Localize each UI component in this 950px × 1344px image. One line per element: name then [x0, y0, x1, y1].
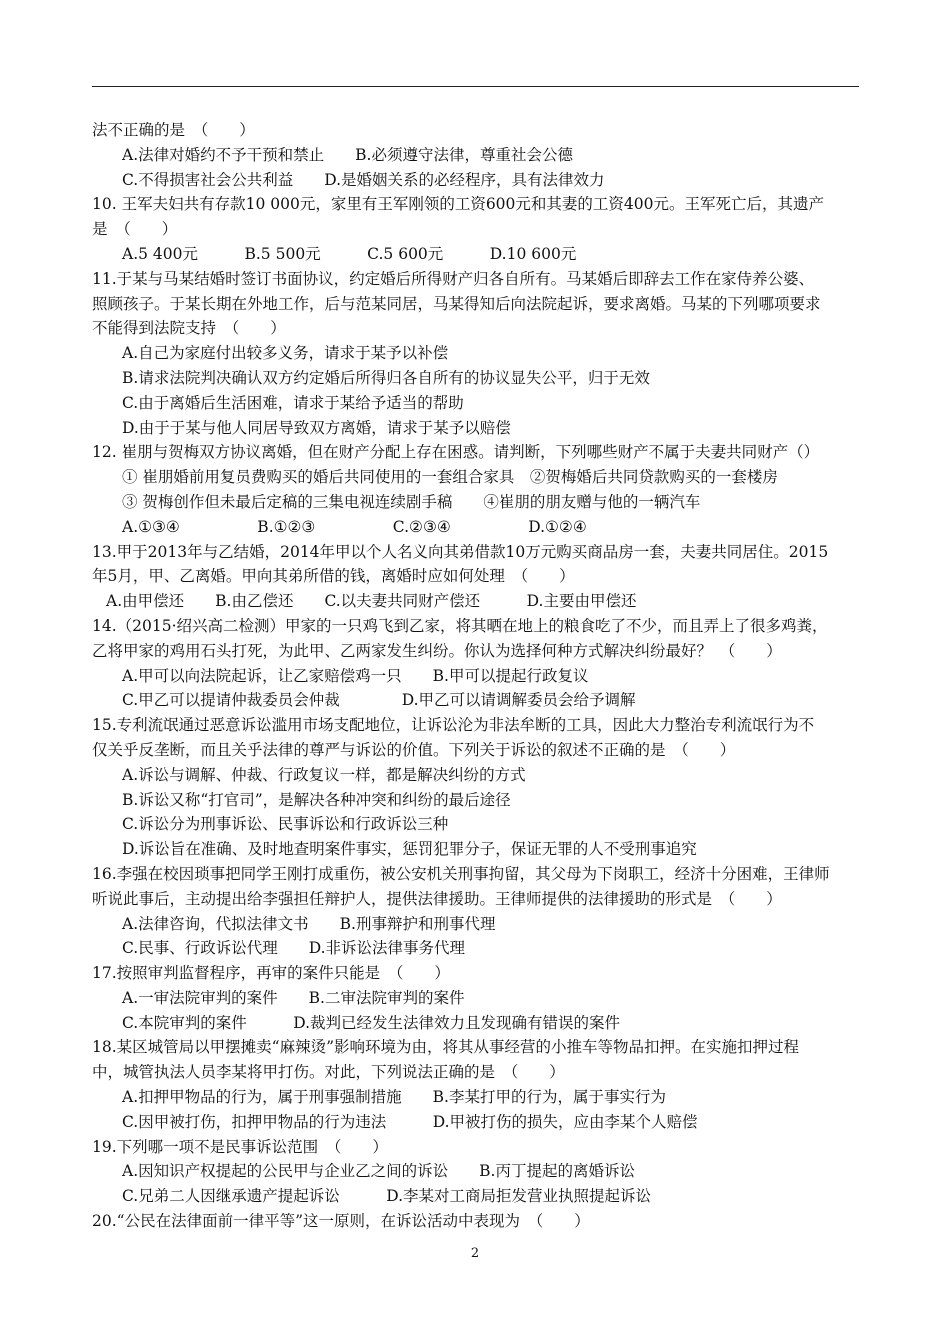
- text-line: ③ 贺梅创作但未最后定稿的三集电视连续剧手稿 ④崔朋的朋友赠与他的一辆汽车: [122, 492, 701, 511]
- text-line: 18.某区城管局以甲摆摊卖“麻辣烫”影响环境为由，将其从事经营的小推车等物品扣押。在实施扣押过程: [92, 1038, 800, 1057]
- text-line: ① 崔朋婚前用复员费购买的婚后共同使用的一套组合家具 ②贺梅婚后共同贷款购买的一套楼房: [122, 468, 778, 487]
- text-line: A.诉讼与调解、仲裁、行政复议一样，都是解决纠纷的方式: [122, 765, 526, 784]
- text-line: A.一审法院审判的案件 B.二审法院审判的案件: [122, 988, 465, 1007]
- text-line: C.兄弟二人因继承遗产提起诉讼 D.李某对工商局拒发营业执照提起诉讼: [122, 1187, 652, 1206]
- text-line: 14.（2015·绍兴高二检测）甲家的一只鸡飞到乙家，将其晒在地上的粮食吃了不少，而且弄上了很多鸡粪，: [92, 616, 828, 635]
- text-line: D.诉讼旨在准确、及时地查明案件事实，惩罚犯罪分子，保证无罪的人不受刑事追究: [122, 840, 697, 859]
- text-line: C.不得损害社会公共利益 D.是婚姻关系的必经程序，具有法律效力: [122, 170, 605, 189]
- text-line: B.诉讼又称“打官司”，是解决各种冲突和纠纷的最后途径: [122, 790, 511, 809]
- text-line: 仅关乎反垄断，而且关乎法律的尊严与诉讼的价值。下列关于诉讼的叙述不正确的是 （ ）: [92, 740, 736, 759]
- text-line: A.由甲偿还 B.由乙偿还 C.以夫妻共同财产偿还 D.主要由甲偿还: [106, 592, 637, 611]
- text-line: C.甲乙可以提请仲裁委员会仲裁 D.甲乙可以请调解委员会给予调解: [122, 691, 636, 710]
- header-rule: [92, 86, 859, 87]
- text-line: 13.甲于2013年与乙结婚，2014年甲以个人名义向其弟借款10万元购买商品房一套，夫妻共同居住。2015: [92, 542, 829, 561]
- text-line: 15.专利流氓通过恶意诉讼滥用市场支配地位，让诉讼沦为非法牟断的工具，因此大力整治专利流氓行为不: [92, 716, 815, 735]
- text-line: 乙将甲家的鸡用石头打死，为此甲、乙两家发生纠纷。你认为选择何种方式解决纠纷最好？ （ ）: [92, 641, 782, 660]
- text-line: 法不正确的是 （ ）: [92, 121, 255, 139]
- text-line: 16.李强在校因琐事把同学王刚打成重伤，被公安机关刑事拘留，其父母为下岗职工，经济十分困难，王律师: [92, 864, 830, 883]
- text-line: A.扣押甲物品的行为，属于刑事强制措施 B.李某打甲的行为，属于事实行为: [122, 1088, 666, 1107]
- text-line: A.法律对婚约不予干预和禁止 B.必须遵守法律，尊重社会公德: [122, 145, 573, 164]
- text-line: C.民事、行政诉讼代理 D.非诉讼法律事务代理: [122, 939, 466, 958]
- text-line: A.5 400元 B.5 500元 C.5 600元 D.10 600元: [122, 244, 577, 263]
- text-line: A.自己为家庭付出较多义务，请求于某予以补偿: [122, 344, 449, 363]
- text-line: B.请求法院判决确认双方约定婚后所得归各自所有的协议显失公平，归于无效: [122, 368, 650, 387]
- text-line: 12. 崔朋与贺梅双方协议离婚，但在财产分配上存在困惑。请判断，下列哪些财产不属于夫妻共同财产（）: [92, 443, 820, 462]
- text-line: 19.下列哪一项不是民事诉讼范围 （ ）: [92, 1137, 388, 1156]
- document-body: [92, 118, 862, 1234]
- text-line: C.因甲被打伤，扣押甲物品的行为违法 D.甲被打伤的损失，应由李某个人赔偿: [122, 1112, 698, 1131]
- text-line: C.本院审判的案件 D.裁判已经发生法律效力且发现确有错误的案件: [122, 1013, 621, 1032]
- page-number: 2: [470, 1246, 480, 1261]
- text-line: 10. 王军夫妇共有存款10 000元，家里有王军刚领的工资600元和其妻的工资400元。王军死亡后，其遗产: [92, 195, 824, 214]
- text-line: A.法律咨询，代拟法律文书 B.刑事辩护和刑事代理: [122, 914, 496, 933]
- text-line: D.由于于某与他人同居导致双方离婚，请求于某予以赔偿: [122, 418, 511, 437]
- text-line: 年5月，甲、乙离婚。甲向其弟所借的钱，离婚时应如何处理 （ ）: [92, 567, 575, 586]
- text-line: 不能得到法院支持 （ ）: [92, 319, 286, 338]
- text-line: 是 （ ）: [92, 220, 178, 239]
- text-line: A.甲可以向法院起诉，让乙家赔偿鸡一只 B.甲可以提起行政复议: [122, 666, 589, 685]
- text-line: 11.于某与马某结婚时签订书面协议，约定婚后所得财产归各自所有。马某婚后即辞去工作在家侍养公婆、: [92, 269, 815, 288]
- text-line: A.因知识产权提起的公民甲与企业乙之间的诉讼 B.丙丁提起的离婚诉讼: [122, 1162, 635, 1181]
- text-line: 听说此事后，主动提出给李强担任辩护人，提供法律援助。王律师提供的法律援助的形式是 （ ）: [92, 889, 782, 908]
- text-line: C.由于离婚后生活困难，请求于某给予适当的帮助: [122, 393, 464, 412]
- text-line: 17.按照审判监督程序，再审的案件只能是 （ ）: [92, 964, 450, 983]
- text-line: C.诉讼分为刑事诉讼、民事诉讼和行政诉讼三种: [122, 815, 449, 834]
- text-line: A.①③④ B.①②③ C.②③④ D.①②④: [122, 517, 587, 536]
- text-line: 中，城管执法人员李某将甲打伤。对此，下列说法正确的是 （ ）: [92, 1063, 565, 1082]
- text-line: 照顾孩子。于某长期在外地工作，后与范某同居，马某得知后向法院起诉，要求离婚。马某的下列哪项要求: [92, 294, 821, 313]
- text-line: 20.“公民在法律面前一律平等”这一原则，在诉讼活动中表现为 （ ）: [92, 1212, 590, 1231]
